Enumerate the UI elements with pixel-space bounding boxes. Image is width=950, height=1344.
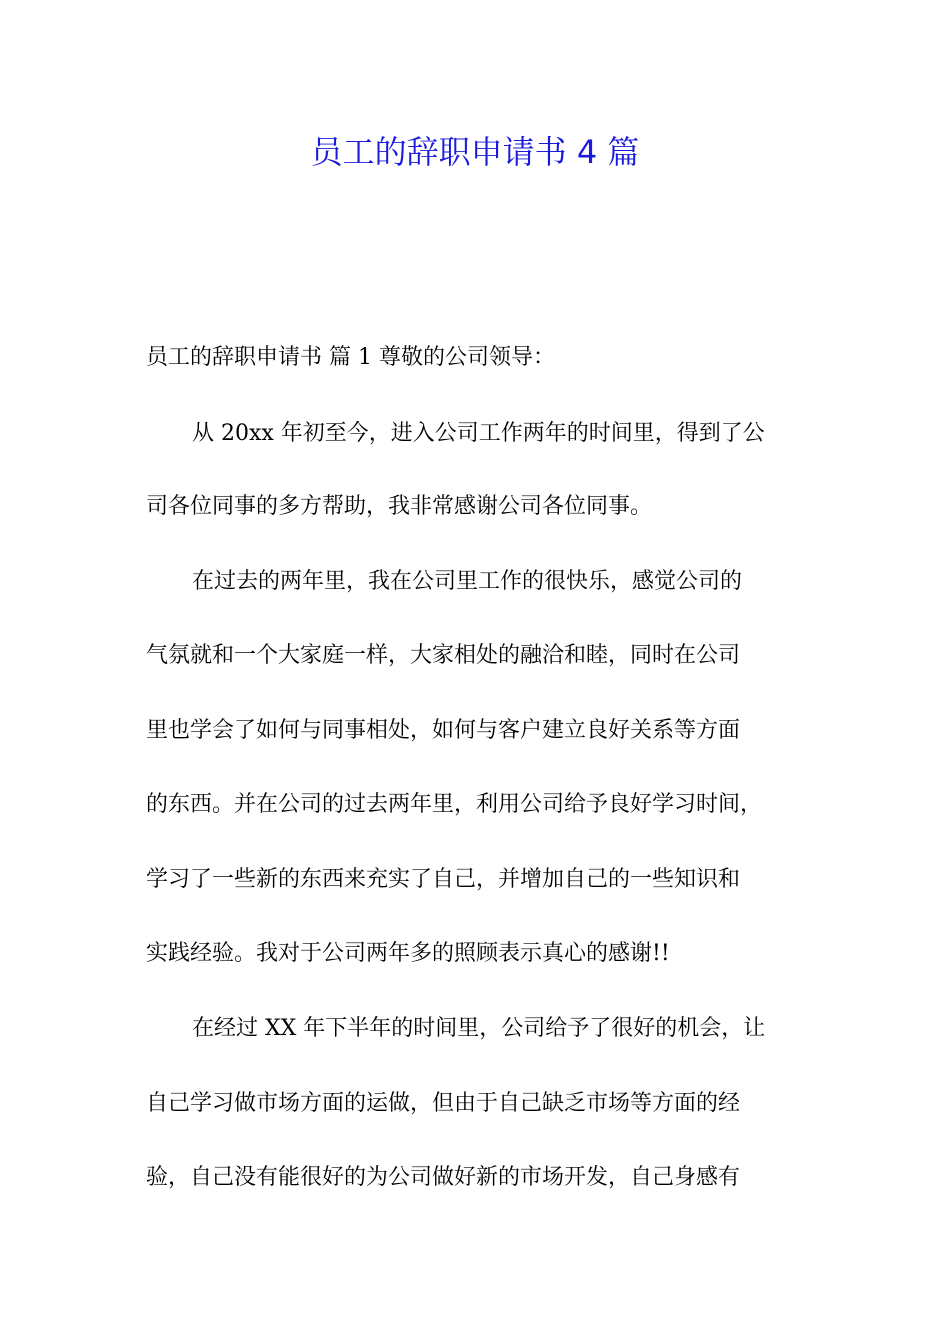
- document-title: 员工的辞职申请书 4 篇: [310, 133, 640, 171]
- body-line: 司各位同事的多方帮助，我非常感谢公司各位同事。: [146, 494, 653, 519]
- body-line: 验，自己没有能很好的为公司做好新的市场开发，自己身感有: [146, 1165, 741, 1190]
- body-line: 在过去的两年里，我在公司里工作的很快乐，感觉公司的: [192, 569, 743, 594]
- body-line: 自己学习做市场方面的运做，但由于自己缺乏市场等方面的经: [146, 1091, 741, 1116]
- body-line: 学习了一些新的东西来充实了自己，并增加自己的一些知识和: [146, 867, 741, 892]
- body-line: 在经过 XX 年下半年的时间里，公司给予了很好的机会，让: [192, 1016, 766, 1041]
- body-line: 里也学会了如何与同事相处，如何与客户建立良好关系等方面: [146, 718, 741, 743]
- body-line: 从 20xx 年初至今，进入公司工作两年的时间里，得到了公: [192, 421, 765, 446]
- body-line: 实践经验。我对于公司两年多的照顾表示真心的感谢!!: [146, 941, 670, 966]
- salutation-line: 员工的辞职申请书 篇 1 尊敬的公司领导：: [146, 345, 555, 370]
- body-line: 的东西。并在公司的过去两年里，利用公司给予良好学习时间，: [146, 792, 763, 817]
- body-line: 气氛就和一个大家庭一样，大家相处的融洽和睦，同时在公司: [146, 643, 741, 668]
